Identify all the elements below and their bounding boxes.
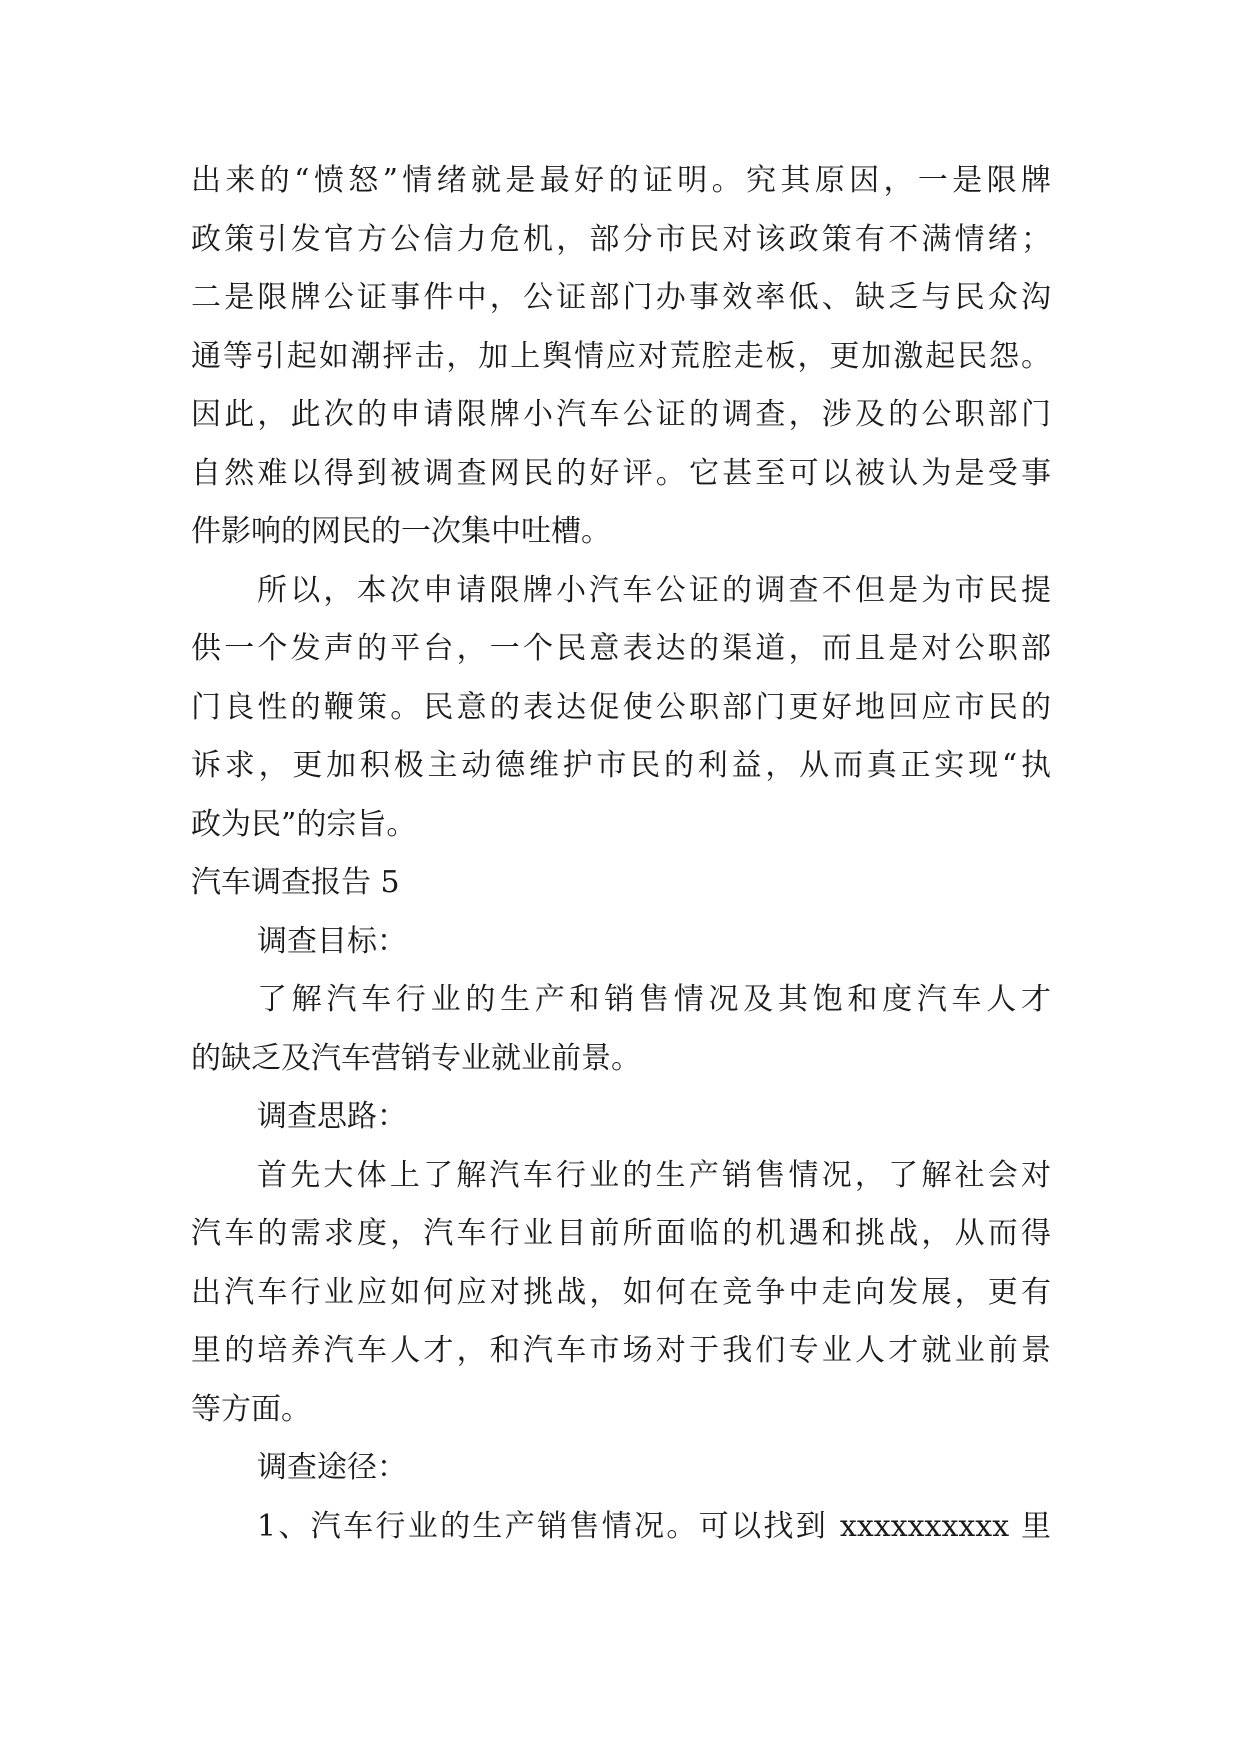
text-line-2: 政策引发官方公信力危机，部分市民对该政策有不满情绪； [191, 221, 1051, 257]
subheading-objective: 调查目标： [257, 923, 407, 959]
text-line-9: 供一个发声的平台，一个民意表达的渠道，而且是对公职部 [191, 631, 1051, 666]
text-line-6: 自然难以得到被调查网民的好评。它甚至可以被认为是受事 [191, 455, 1051, 491]
text-line-24: 1、汽车行业的生产销售情况。可以找到 xxxxxxxxxx 里 [257, 1508, 1051, 1544]
document-body [191, 152, 1051, 1556]
text-line-1: 出来的“愤怒”情绪就是最好的证明。究其原因，一是限牌 [191, 163, 1051, 198]
text-line-20: 出汽车行业应如何应对挑战，如何在竞争中走向发展，更有 [191, 1274, 1051, 1310]
text-line-22: 等方面。 [191, 1391, 311, 1427]
subheading-channels: 调查途径： [257, 1450, 407, 1485]
text-line-12: 政为民”的宗旨。 [191, 806, 417, 842]
text-line-8: 所以，本次申请限牌小汽车公证的调查不但是为市民提 [257, 572, 1051, 608]
text-line-11: 诉求，更加积极主动德维护市民的利益，从而真正实现“执 [191, 748, 1051, 783]
text-line-4: 通等引起如潮抨击，加上舆情应对荒腔走板，更加激起民怨。 [191, 338, 1051, 374]
text-line-3: 二是限牌公证事件中，公证部门办事效率低、缺乏与民众沟 [191, 280, 1051, 315]
text-line-7: 件影响的网民的一次集中吐槽。 [191, 514, 611, 549]
text-line-18: 首先大体上了解汽车行业的生产销售情况，了解社会对 [257, 1157, 1051, 1193]
text-line-5: 因此，此次的申请限牌小汽车公证的调查，涉及的公职部门 [191, 397, 1051, 432]
text-line-16: 的缺乏及汽车营销专业就业前景。 [191, 1040, 641, 1076]
text-line-21: 里的培养汽车人才，和汽车市场对于我们专业人才就业前景 [191, 1333, 1051, 1368]
text-line-10: 门良性的鞭策。民意的表达促使公职部门更好地回应市民的 [191, 689, 1051, 725]
text-line-19: 汽车的需求度，汽车行业目前所面临的机遇和挑战，从而得 [191, 1216, 1051, 1251]
section-heading: 汽车调查报告 5 [191, 865, 400, 900]
subheading-approach: 调查思路： [257, 1099, 407, 1134]
text-line-15: 了解汽车行业的生产和销售情况及其饱和度汽车人才 [257, 982, 1051, 1017]
